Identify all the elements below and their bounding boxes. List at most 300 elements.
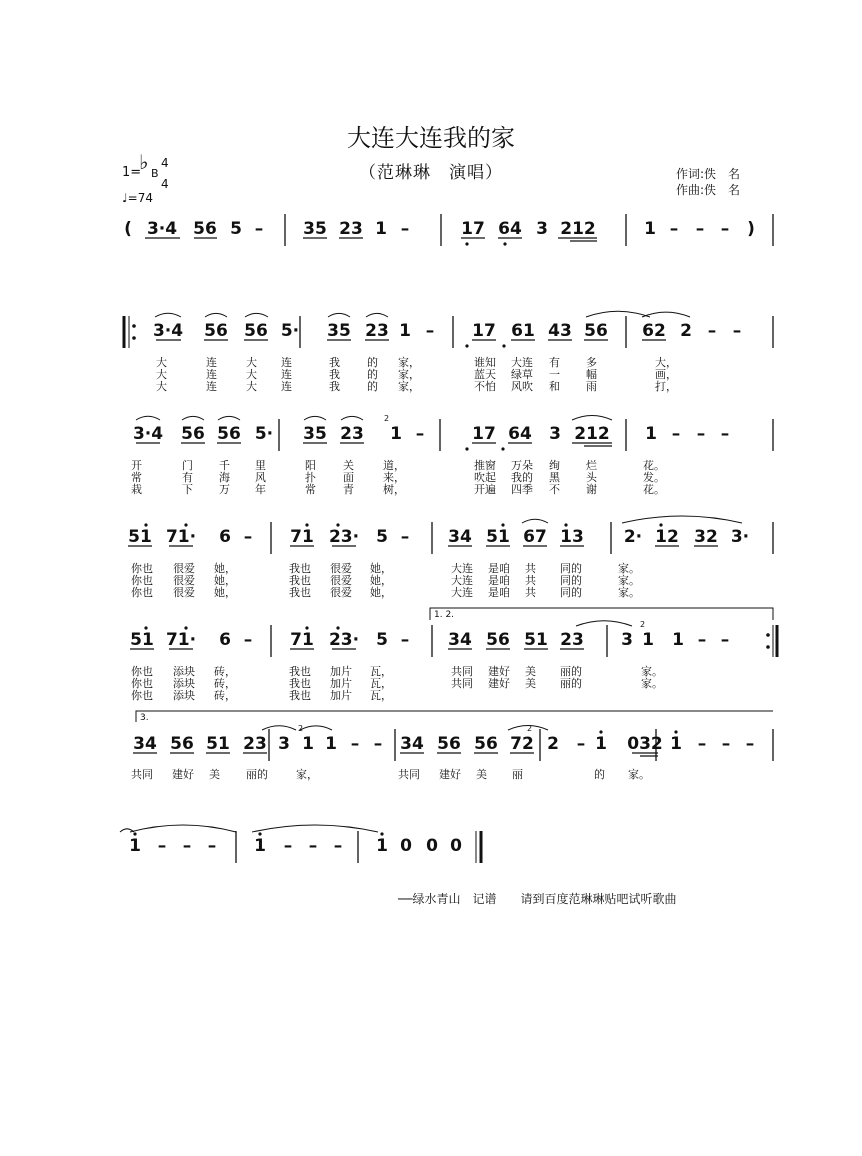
lyric-text: 家。 xyxy=(618,574,640,587)
volta-1-2-label: 1. 2. xyxy=(434,610,455,620)
lyric-text: 很爱 xyxy=(330,574,352,587)
note-glyph: 3· xyxy=(730,527,750,547)
note-glyph: 71· xyxy=(165,630,197,650)
note-glyph: 34 xyxy=(448,630,472,650)
note-glyph: 212 xyxy=(574,424,610,444)
note-glyph: 32 xyxy=(694,527,718,547)
lyric-text: 吹起 xyxy=(474,471,496,484)
low-octave-dot xyxy=(465,447,468,450)
slur-arc xyxy=(622,516,742,523)
note-glyph: 3 xyxy=(621,630,633,650)
lyric-text: 阳 xyxy=(305,459,316,472)
note-glyph: 56 xyxy=(437,734,461,754)
lyric-text: 她， xyxy=(370,562,392,575)
note-glyph: – xyxy=(697,734,707,754)
note-glyph: 71 xyxy=(290,527,314,547)
lyric-text: 添块 xyxy=(173,677,195,690)
lyric-text: 海 xyxy=(219,471,230,484)
lyric-text: 共同 xyxy=(131,768,153,781)
grace-note: 2 xyxy=(640,620,646,629)
slur-arc xyxy=(205,313,227,317)
slur-arc xyxy=(130,825,236,832)
slur-arc xyxy=(136,416,160,420)
note-glyph: 3 xyxy=(278,734,290,754)
lyric-text: 丽的 xyxy=(560,665,582,678)
note-glyph: 5· xyxy=(280,321,300,341)
lyric-text: 和 xyxy=(549,380,560,393)
note-glyph: 56 xyxy=(474,734,498,754)
slur-arc xyxy=(300,726,332,730)
lyric-text: 烂 xyxy=(586,459,597,472)
quarter-note-icon: ♩ xyxy=(122,191,128,205)
lyric-text: 推窗 xyxy=(474,459,496,472)
note-glyph: 032 xyxy=(627,734,663,754)
note-glyph: 1 xyxy=(399,321,411,341)
low-octave-dot xyxy=(465,344,468,347)
lyric-text: 蓝天 xyxy=(474,368,496,381)
note-glyph: 1 xyxy=(642,630,654,650)
note-glyph: 1 xyxy=(645,424,657,444)
note-glyph: 5· xyxy=(254,424,274,444)
slur-arc xyxy=(522,519,548,523)
lyric-text: 我也 xyxy=(289,562,311,575)
lyric-text: 建好 xyxy=(488,677,510,690)
lyric-text: 风吹 xyxy=(511,380,533,393)
lyric-text: 你也 xyxy=(131,689,153,702)
note-glyph: 212 xyxy=(560,219,596,239)
note-glyph: 3 xyxy=(549,424,561,444)
lyric-text: 大， xyxy=(655,356,677,369)
volta-1-2-bracket xyxy=(430,608,773,620)
lyric-text: 面 xyxy=(343,471,354,484)
note-glyph: 62 xyxy=(642,321,666,341)
note-glyph: 56 xyxy=(204,321,228,341)
note-glyph: – xyxy=(182,836,192,856)
lyric-text: 多 xyxy=(586,356,597,369)
lyric-text: 美 xyxy=(525,665,536,678)
note-glyph: 2 xyxy=(680,321,692,341)
note-glyph: 1 xyxy=(376,836,388,856)
lyric-text: 扑 xyxy=(305,471,316,484)
note-glyph: – xyxy=(400,219,410,239)
lyric-text: 她， xyxy=(214,586,236,599)
repeat-dot xyxy=(766,645,770,649)
lyric-text: 同的 xyxy=(560,574,582,587)
note-glyph: 1 xyxy=(302,734,314,754)
lyric-text: 开 xyxy=(131,459,142,472)
lyric-text: 大 xyxy=(246,380,257,393)
note-glyph: 1 xyxy=(672,630,684,650)
lyric-text: 加片 xyxy=(330,689,352,702)
lyric-text: 家。 xyxy=(618,586,640,599)
note-glyph: 3·4 xyxy=(132,424,164,444)
note-glyph: 34 xyxy=(448,527,472,547)
lyric-text: 她， xyxy=(214,574,236,587)
flat-sign: ♭ xyxy=(139,150,149,174)
note-glyph: ) xyxy=(747,219,755,239)
lyric-text: 不怕 xyxy=(474,380,496,393)
note-glyph: 72 xyxy=(510,734,534,754)
lyric-text: 家。 xyxy=(641,665,663,678)
volta-3-label: 3. xyxy=(140,713,149,723)
note-glyph: 3 xyxy=(536,219,548,239)
lyric-text: 幅 xyxy=(586,368,597,381)
lyric-text: 建好 xyxy=(172,768,194,781)
lyric-text: 家， xyxy=(296,768,318,781)
lyric-text: 你也 xyxy=(131,665,153,678)
note-glyph: 1 xyxy=(644,219,656,239)
lyric-text: 瓦， xyxy=(370,677,392,690)
lyric-text: 发。 xyxy=(643,471,665,484)
slur-arc xyxy=(262,726,296,730)
lyric-text: 我也 xyxy=(289,574,311,587)
note-glyph: 23 xyxy=(243,734,267,754)
note-glyph: 56 xyxy=(193,219,217,239)
note-glyph: – xyxy=(400,527,410,547)
tempo-marking: ♩=74 xyxy=(122,191,153,205)
note-glyph: – xyxy=(707,321,717,341)
note-glyph: – xyxy=(400,630,410,650)
lyric-text: 共同 xyxy=(451,677,473,690)
note-glyph: 2 xyxy=(547,734,559,754)
lyric-text: 瓦， xyxy=(370,665,392,678)
lyric-text: 你也 xyxy=(131,574,153,587)
lyric-text: 谁知 xyxy=(474,356,496,369)
lyric-text: 大连 xyxy=(451,574,473,587)
note-glyph: – xyxy=(425,321,435,341)
note-glyph: – xyxy=(696,424,706,444)
repeat-dot xyxy=(132,324,136,328)
lyric-text: 你也 xyxy=(131,586,153,599)
lyric-text: 谢 xyxy=(586,483,597,496)
lyric-text: 同的 xyxy=(560,586,582,599)
note-glyph: 5 xyxy=(376,630,388,650)
lyric-text: 千 xyxy=(219,459,230,472)
note-glyph: 56 xyxy=(217,424,241,444)
slur-arc xyxy=(155,313,181,317)
lyric-text: 道， xyxy=(383,459,405,472)
note-glyph: 51 xyxy=(128,527,152,547)
lyric-text: 她， xyxy=(214,562,236,575)
note-glyph: – xyxy=(720,424,730,444)
note-glyph: 1 xyxy=(375,219,387,239)
lyric-text: 绚 xyxy=(549,459,560,472)
lyric-text: 丽 xyxy=(512,768,523,781)
note-glyph: – xyxy=(720,219,730,239)
note-glyph: – xyxy=(415,424,425,444)
grace-note: 2 xyxy=(298,724,304,733)
note-glyph: 64 xyxy=(498,219,522,239)
note-glyph: 1 xyxy=(254,836,266,856)
lyric-text: 我也 xyxy=(289,677,311,690)
grace-note: 2 xyxy=(527,724,533,733)
lyric-text: 家。 xyxy=(618,562,640,575)
note-glyph: 1 xyxy=(129,836,141,856)
note-glyph: – xyxy=(333,836,343,856)
note-glyph: 43 xyxy=(548,321,572,341)
lyric-text: 添块 xyxy=(173,689,195,702)
note-glyph: 64 xyxy=(508,424,532,444)
note-glyph: 61 xyxy=(511,321,535,341)
note-glyph: 56 xyxy=(181,424,205,444)
note-glyph: 56 xyxy=(170,734,194,754)
lyric-text: 的 xyxy=(594,768,605,781)
note-glyph: – xyxy=(669,219,679,239)
lyric-text: 大 xyxy=(156,380,167,393)
singer-line: （范琳琳 演唱） xyxy=(359,163,503,183)
lyric-text: 加片 xyxy=(330,677,352,690)
lyric-text: 常 xyxy=(305,483,316,496)
note-glyph: 67 xyxy=(523,527,547,547)
note-glyph: 23 xyxy=(340,424,364,444)
slur-arc xyxy=(252,825,378,832)
lyric-text: 大连 xyxy=(451,586,473,599)
note-glyph: – xyxy=(243,630,253,650)
transcriber-credit: ──绿水青山 记谱 请到百度范琳琳贴吧试听歌曲 xyxy=(398,892,677,906)
note-glyph: 1 xyxy=(390,424,402,444)
lyric-text: 连 xyxy=(281,356,292,369)
note-glyph: 34 xyxy=(133,734,157,754)
lyric-text: 砖， xyxy=(214,689,236,702)
lyric-text: 家， xyxy=(398,380,420,393)
slur-arc xyxy=(245,313,268,317)
note-glyph: 23· xyxy=(328,527,360,547)
slur-arc xyxy=(304,416,326,420)
note-glyph: – xyxy=(721,734,731,754)
lyric-text: 栽 xyxy=(131,483,142,496)
note-glyph: 0 xyxy=(426,836,438,856)
lyric-text: 里 xyxy=(255,459,266,472)
lyric-text: 雨 xyxy=(586,380,597,393)
note-glyph: 3·4 xyxy=(152,321,184,341)
note-glyph: – xyxy=(695,219,705,239)
lyric-text: 加片 xyxy=(330,665,352,678)
repeat-dot xyxy=(132,336,136,340)
lyric-text: 下 xyxy=(182,483,193,496)
lyric-text: 很爱 xyxy=(330,586,352,599)
note-glyph: 23· xyxy=(328,630,360,650)
lyric-text: 很爱 xyxy=(173,562,195,575)
lyric-text: 美 xyxy=(209,768,220,781)
repeat-dot xyxy=(766,633,770,637)
note-glyph: 23 xyxy=(560,630,584,650)
lyric-text: 砖， xyxy=(214,665,236,678)
lyric-text: 共 xyxy=(525,574,536,587)
lyric-text: 有 xyxy=(549,356,560,369)
lyric-text: 青 xyxy=(343,483,354,496)
lyric-text: 大 xyxy=(246,368,257,381)
note-glyph: 17 xyxy=(472,321,496,341)
lyric-text: 关 xyxy=(343,459,354,472)
note-glyph: – xyxy=(157,836,167,856)
note-glyph: 2· xyxy=(623,527,643,547)
volta-3-bracket xyxy=(136,711,773,722)
note-glyph: 0 xyxy=(450,836,462,856)
composer-credit: 作曲:佚 名 xyxy=(676,183,741,197)
note-glyph: 1 xyxy=(595,734,607,754)
lyric-text: 家， xyxy=(398,356,420,369)
note-glyph: – xyxy=(576,734,586,754)
slur-arc xyxy=(572,416,612,421)
lyric-text: 共同 xyxy=(398,768,420,781)
lyric-text: 连 xyxy=(206,380,217,393)
note-glyph: 17 xyxy=(461,219,485,239)
note-glyph: – xyxy=(283,836,293,856)
key-label: 1= xyxy=(122,165,142,180)
note-glyph: – xyxy=(720,630,730,650)
lyric-text: 美 xyxy=(525,677,536,690)
lyric-text: 的 xyxy=(367,368,378,381)
lyric-text: 同的 xyxy=(560,562,582,575)
lyric-text: 连 xyxy=(281,380,292,393)
lyric-text: 万朵 xyxy=(511,459,533,472)
lyric-text: 来， xyxy=(383,471,405,484)
lyric-text: 很爱 xyxy=(173,574,195,587)
note-glyph: 51 xyxy=(130,630,154,650)
lyric-text: 的 xyxy=(367,356,378,369)
note-glyph: – xyxy=(373,734,383,754)
lyric-text: 丽的 xyxy=(246,768,268,781)
lyric-text: 家。 xyxy=(641,677,663,690)
grace-note: 2 xyxy=(384,414,390,423)
note-glyph: 0 xyxy=(400,836,412,856)
lyric-text: 很爱 xyxy=(330,562,352,575)
lyric-text: 是咱 xyxy=(488,586,510,599)
lyric-text: 添块 xyxy=(173,665,195,678)
slur-arc xyxy=(576,621,632,626)
note-glyph: 5 xyxy=(230,219,242,239)
lyric-text: 砖， xyxy=(214,677,236,690)
lyric-text: 她， xyxy=(370,574,392,587)
note-glyph: – xyxy=(732,321,742,341)
slur-arc xyxy=(586,311,650,317)
lyric-text: 花。 xyxy=(643,459,665,472)
note-glyph: 71 xyxy=(290,630,314,650)
note-glyph: 51 xyxy=(524,630,548,650)
song-title: 大连大连我的家 xyxy=(347,124,515,152)
note-glyph: 1 xyxy=(670,734,682,754)
key-note: B xyxy=(151,167,159,180)
lyric-text: 我 xyxy=(329,356,340,369)
note-glyph: 34 xyxy=(400,734,424,754)
note-glyph: 6 xyxy=(219,630,231,650)
lyric-text: 风 xyxy=(255,471,266,484)
lyric-text: 不 xyxy=(549,483,560,496)
lyricist-credit: 作词:佚 名 xyxy=(676,167,741,181)
lyric-text: 我 xyxy=(329,380,340,393)
note-glyph: – xyxy=(350,734,360,754)
lyric-text: 她， xyxy=(370,586,392,599)
lyric-text: 花。 xyxy=(643,483,665,496)
lyric-text: 家， xyxy=(398,368,420,381)
low-octave-dot xyxy=(502,344,505,347)
note-glyph: 56 xyxy=(486,630,510,650)
lyric-text: 开遍 xyxy=(474,483,496,496)
note-glyph: 12 xyxy=(655,527,679,547)
note-glyph: 17 xyxy=(472,424,496,444)
lyric-text: 年 xyxy=(255,483,266,496)
note-glyph: – xyxy=(254,219,264,239)
lyric-text: 家。 xyxy=(628,768,650,781)
lyric-text: 共同 xyxy=(451,665,473,678)
note-glyph: 35 xyxy=(327,321,351,341)
lyric-text: 丽的 xyxy=(560,677,582,690)
lyric-text: 共 xyxy=(525,586,536,599)
note-glyph: 13 xyxy=(560,527,584,547)
slur-arc xyxy=(218,416,240,420)
note-glyph: 51 xyxy=(486,527,510,547)
note-glyph: 56 xyxy=(244,321,268,341)
low-octave-dot xyxy=(465,242,468,245)
slur-arc xyxy=(328,313,350,317)
slur-arc xyxy=(341,416,363,420)
note-glyph: 23 xyxy=(365,321,389,341)
lyric-text: 共 xyxy=(525,562,536,575)
note-glyph: 51 xyxy=(206,734,230,754)
note-glyph: 1 xyxy=(325,734,337,754)
lyric-text: 画， xyxy=(655,368,677,381)
lyric-text: 黑 xyxy=(549,471,560,484)
slur-arc xyxy=(182,416,204,420)
note-glyph: 6 xyxy=(219,527,231,547)
lyric-text: 建好 xyxy=(488,665,510,678)
lyric-text: 大 xyxy=(246,356,257,369)
lyric-text: 美 xyxy=(476,768,487,781)
note-glyph: – xyxy=(697,630,707,650)
note-glyph: – xyxy=(207,836,217,856)
lyric-text: 大 xyxy=(156,368,167,381)
note-glyph: 71· xyxy=(165,527,197,547)
slur-arc xyxy=(366,313,388,317)
note-glyph: 56 xyxy=(584,321,608,341)
lyric-text: 门 xyxy=(182,459,193,472)
lyric-text: 是咱 xyxy=(488,562,510,575)
lyric-text: 大连 xyxy=(451,562,473,575)
lyric-text: 大 xyxy=(156,356,167,369)
lyric-text: 万 xyxy=(219,483,230,496)
time-signature-top: 4 xyxy=(161,156,169,170)
note-glyph: 5 xyxy=(376,527,388,547)
lyric-text: 连 xyxy=(281,368,292,381)
note-glyph: 35 xyxy=(303,424,327,444)
note-glyph: – xyxy=(308,836,318,856)
lyric-text: 打， xyxy=(655,380,677,393)
lyric-text: 树， xyxy=(383,483,405,496)
note-glyph: ( xyxy=(124,219,132,239)
lyric-text: 我也 xyxy=(289,665,311,678)
lyric-text: 常 xyxy=(131,471,142,484)
lyric-text: 一 xyxy=(549,368,560,381)
lyric-text: 四季 xyxy=(511,483,533,496)
note-glyph: – xyxy=(671,424,681,444)
lyric-text: 有 xyxy=(182,471,193,484)
lyric-text: 建好 xyxy=(439,768,461,781)
lyric-text: 你也 xyxy=(131,562,153,575)
lyric-text: 连 xyxy=(206,356,217,369)
lyric-text: 我也 xyxy=(289,586,311,599)
lyric-text: 你也 xyxy=(131,677,153,690)
note-glyph: 3·4 xyxy=(146,219,178,239)
lyric-text: 我 xyxy=(329,368,340,381)
lyric-text: 连 xyxy=(206,368,217,381)
lyric-text: 很爱 xyxy=(173,586,195,599)
lyric-text: 是咱 xyxy=(488,574,510,587)
lyric-text: 瓦， xyxy=(370,689,392,702)
note-glyph: 23 xyxy=(339,219,363,239)
lyric-text: 大连 xyxy=(511,356,533,369)
lyric-text: 我也 xyxy=(289,689,311,702)
low-octave-dot xyxy=(503,242,506,245)
